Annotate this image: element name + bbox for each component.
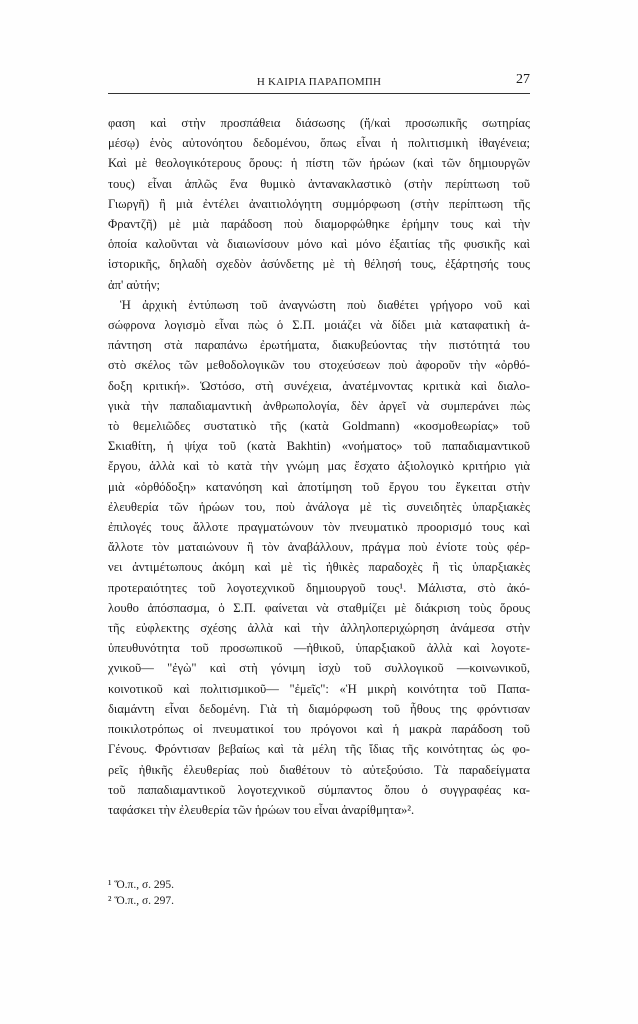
text-line: Καὶ μὲ θεολογικότερους ὅρους: ἡ πίστη τῶν ἡρώων (καὶ τῶν δημιουργῶν: [108, 156, 530, 171]
text-line: ποικιλοτρόπως οἱ πνευματικοί του πρόγονοι καὶ ἡ μακρὰ παράδοση τοῦ: [108, 722, 530, 737]
text-line: φαση καὶ στὴν προσπάθεια διάσωσης (ἤ/καὶ προσωπικῆς σωτηρίας: [108, 116, 530, 130]
text-line: νει ἀντιμέτωπους ἀκόμη καὶ μὲ τὶς ἠθικὲς παραδοχὲς ἢ τὶς ὑπαρξιακὲς: [108, 560, 530, 575]
text-line: ἔργου, ἀλλὰ καὶ τὸ κατὰ τὴν γνώμη μας ἔσχατο ἀξιολογικὸ κριτήριο γιὰ: [108, 459, 530, 474]
text-line: κοινοτικοῦ καὶ πολιτισμικοῦ— "ἐμεῖς": «Ἡ μικρὴ κοινότητα τοῦ Παπα-: [108, 681, 530, 696]
text-line: τῆς εὐφλεκτης σχέσης ἀλλὰ καὶ τὴν ἀλληλοπεριχώρηση ἀνάμεσα στὴν: [108, 621, 530, 636]
text-line: προτεραιότητες τοῦ λογοτεχνικοῦ δημιουργοῦ τους¹. Μάλιστα, στὸ ἀκό-: [108, 580, 530, 595]
text-line: δοξη κριτική». Ὡστόσο, στὴ συνέχεια, ἀνατέμνοντας κριτικὰ καὶ διαλο-: [108, 378, 530, 393]
footnotes: [108, 877, 530, 909]
text-line: τους) εἶναι ἁπλῶς ἕνα θυμικὸ ἀντανακλαστικὸ (στὴν περίπτωση τοῦ: [108, 176, 530, 191]
text-line: μιὰ «ὀρθόδοξη» κατανόηση καὶ ἀποτίμηση τοῦ ἔργου του ἔγκειται στὴν: [108, 479, 530, 494]
text-line: λουθο ἀπόσπασμα, ὁ Σ.Π. φαίνεται νὰ σταθμίζει μὲ διάκριση τοὺς ὅρους: [108, 600, 530, 615]
page-number: 27: [516, 72, 530, 87]
text-line: χνικοῦ— "ἐγὼ" καὶ στὴ γόνιμη ἰσχὺ τοῦ συλλογικοῦ —κοινωνικοῦ,: [108, 661, 530, 676]
text-line: μέσῳ) ἑνὸς αὐτονόητου δεδομένου, ὅπως εἶναι ἡ πολιτισμικὴ ἰθαγένεια;: [108, 136, 530, 151]
text-line: Γένους. Φρόντισαν βεβαίως καὶ τὰ μέλη τῆς ἴδιας τῆς κοινότητας ὡς φο-: [108, 742, 530, 757]
text-line: Ἡ ἀρχικὴ ἐντύπωση τοῦ ἀναγνώστη ποὺ διαθέτει γρήγορο νοῦ καὶ: [120, 297, 530, 312]
text-line: Σκιαθίτη, ἡ ψίχα τοῦ (κατὰ Bakhtin) «νοήματος» τοῦ παπαδιαμαντικοῦ: [108, 439, 530, 454]
text-line: σώφρονα λογισμὸ εἶναι πὼς ὁ Σ.Π. μοιάζει νὰ δίδει μιὰ καταφατικὴ ἀ-: [108, 318, 530, 333]
footnote: ¹ Ὅ.π., σ. 295.: [108, 879, 175, 891]
text-line: ἐπιλογές τους ἄλλοτε πραγματώνουν τὸν πνευματικὸ προορισμό τους καὶ: [108, 520, 530, 535]
text-line: ρεῖς ἠθικῆς ἐλευθερίας ποὺ διαθέτουν τὸ αὐτεξούσιο. Τὰ παραδείγματα: [108, 762, 530, 777]
text-line: ἄλλοτε τὸν ματαιώνουν ἢ τὸν ἀναβάλλουν, πράγμα ποὺ ἐνίοτε τοὺς φέρ-: [108, 540, 530, 555]
text-line: στὸ σκέλος τῶν μεθοδολογικῶν του στοχεύσεων ποὺ ἀφοροῦν τὴν «ὀρθό-: [108, 358, 530, 373]
text-line: Γιωργῆ) ἢ μιὰ ἐντέλει ἀναιτιολόγητη συμμόρφωση (στὴν περίπτωση τῆς: [108, 196, 530, 211]
text-line: τοῦ παπαδιαμαντικοῦ λογοτεχνικοῦ σύμπαντος ὅπου ὁ συγγραφέας κα-: [108, 782, 530, 797]
text-line: ἱστορικῆς, δηλαδὴ σχεδὸν ἀσύνδετης μὲ τὴ θέλησή τους, ἐξάρτησής τους: [108, 257, 530, 272]
body-text: [108, 113, 530, 820]
text-line: γικὰ τὴν παπαδιαμαντικὴ ἀνθρωπολογία, δὲν ἀργεῖ νὰ συμπεράνει πὼς: [108, 398, 530, 413]
text-line: ἐλευθερία τῶν ἡρώων του, ποὺ ἀνάλογα μὲ τὶς συνειδητὲς ὑπαρξιακὲς: [108, 499, 530, 514]
text-line: Φραντζῆ) μὲ μιὰ παράδοση ποὺ διαμορφώθηκε ἐρήμην τους καὶ τὴν: [108, 217, 530, 232]
text-line: ταφάσκει τὴν ἐλευθερία τῶν ἡρώων του εἶναι ἀναρίθμητα»².: [108, 802, 415, 817]
text-line: τὸ θεμελιῶδες συστατικὸ τῆς (κατὰ Goldmann) «κοσμοθεωρίας» τοῦ: [108, 419, 530, 434]
running-title: Η ΚΑΙΡΙΑ ΠΑΡΑΠΟΜΠΗ: [256, 76, 382, 88]
text-line: διαμάντη εἶναι δεδομένη. Γιὰ τὴ διαμόρφωση τοῦ ἦθους της φρόντισαν: [108, 701, 530, 716]
footnote: ² Ὅ.π., σ. 297.: [108, 895, 175, 907]
text-line: ὑπευθυνότητα τοῦ προσωπικοῦ —ἠθικοῦ, ὑπαρξιακοῦ ἀλλὰ καὶ λογοτε-: [108, 641, 530, 656]
header-rule: [108, 93, 530, 94]
text-line: ἀπ' αὐτήν;: [108, 277, 161, 292]
text-line: ὁποία καλοῦνται νὰ διαιωνίσουν μόνο καὶ μόνο ἐξαιτίας τῆς φυσικῆς καὶ: [108, 237, 530, 252]
text-line: πάντηση στὰ παραπάνω ἐρωτήματα, διακυβεύοντας τὴν πιστότητά του: [108, 338, 530, 353]
page-header: [108, 72, 530, 94]
